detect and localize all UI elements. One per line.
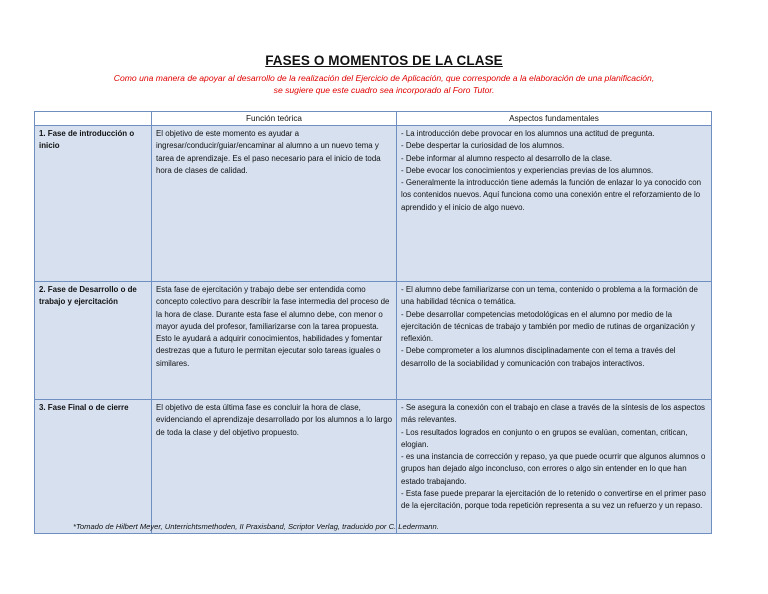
aspect-item: - Debe desarrollar competencias metodológicas en el alumno por medio de la ejercitación de técnicas de trabajo y también por medio de rutinas de organización y reflexión. — [401, 309, 695, 344]
function-cell: El objetivo de este momento es ayudar a ingresar/conducir/guiar/encaminar al alumno a un nuevo tema y tarea de aprendizaje. Es el paso necesario para el inicio de toda hora de clases de calidad. — [152, 126, 397, 282]
aspects-cell — [397, 126, 712, 282]
header-phase — [35, 112, 152, 126]
aspect-item: - Los resultados logrados en conjunto o en grupos se evalúan, comentan, critican, elogian. — [401, 427, 688, 449]
source-footnote: *Tomado de Hilbert Meyer, Unterrichtsmethoden, II Praxisband, Scriptor Verlag, traducido por C. Ledermann. — [73, 522, 439, 531]
function-cell: Esta fase de ejercitación y trabajo debe ser entendida como concepto colectivo para describir la fase intermedia del proceso de la hora de clase. Durante esta fase el alumno debe, con menor o mayor ayuda del profesor, familiarizarse con la tarea propuesta. Esto le ayudará a adquirir conocimientos, habilidades y fomentar destrezas que a futuro le permitan ejecutar solo tareas iguales o similares. — [152, 282, 397, 400]
phase-cell: 2. Fase de Desarrollo o de trabajo y ejercitación — [35, 282, 152, 400]
phases-table — [34, 111, 712, 534]
phase-cell: 1. Fase de introducción o inicio — [35, 126, 152, 282]
aspect-item: - Debe comprometer a los alumnos disciplinadamente con el tema a través del desarrollo de la sociabilidad y comunicación con trabajos interactivos. — [401, 346, 676, 368]
function-cell: El objetivo de esta última fase es concluir la hora de clase, evidenciando el aprendizaje desarrollado por los alumnos a lo largo de toda la clase y del objetivo propuesto. — [152, 400, 397, 534]
aspect-item: - La introducción debe provocar en los alumnos una actitud de pregunta. — [401, 129, 655, 138]
aspect-item: - Debe despertar la curiosidad de los alumnos. — [401, 141, 565, 151]
aspect-item: - Debe informar al alumno respecto al desarrollo de la clase. — [401, 153, 612, 163]
table-row — [35, 400, 712, 534]
subtitle-line-2: se sugiere que este cuadro sea incorporado al Foro Tutor. — [273, 85, 495, 95]
table-row — [35, 282, 712, 400]
table-row — [35, 126, 712, 282]
subtitle-line-1: Como una manera de apoyar al desarrollo de la realización del Ejercicio de Aplicación, que corresponde a la elaboración de una planificación, — [113, 73, 655, 83]
aspect-item: - Generalmente la introducción tiene además la función de enlazar lo ya conocido con los contenidos nuevos. Aquí funciona como una conexión entre el reforzamiento de lo aprendido y el inicio de algo nuevo. — [401, 178, 702, 212]
aspect-item: - es una instancia de corrección y repaso, ya que puede ocurrir que algunos alumnos o grupos han dejado algo inconcluso, con errores o algo sin entender en lo que han estado trabajando. — [401, 452, 706, 486]
aspect-item: - El alumno debe familiarizarse con un tema, contenido o problema a la formación de una habilidad técnica o temática. — [401, 285, 698, 307]
phase-cell: 3. Fase Final o de cierre — [35, 400, 152, 534]
page-subtitle — [40, 72, 728, 96]
aspects-cell — [397, 282, 712, 400]
page-title: FASES O MOMENTOS DE LA CLASE — [265, 53, 503, 68]
aspect-item: - Se asegura la conexión con el trabajo en clase a través de la síntesis de los aspectos más relevantes. — [401, 403, 705, 425]
aspect-item: - Debe evocar los conocimientos y experiencias previas de los alumnos. — [401, 165, 654, 175]
table-header-row — [35, 112, 712, 126]
header-aspects: Aspectos fundamentales — [397, 112, 712, 126]
aspects-cell — [397, 400, 712, 534]
header-function: Función teórica — [152, 112, 397, 126]
aspect-item: - Esta fase puede preparar la ejercitación de lo retenido o convertirse en el primer paso de la ejercitación, porque toda repetición representa a su vez un refuerzo y un repaso. — [401, 489, 706, 511]
